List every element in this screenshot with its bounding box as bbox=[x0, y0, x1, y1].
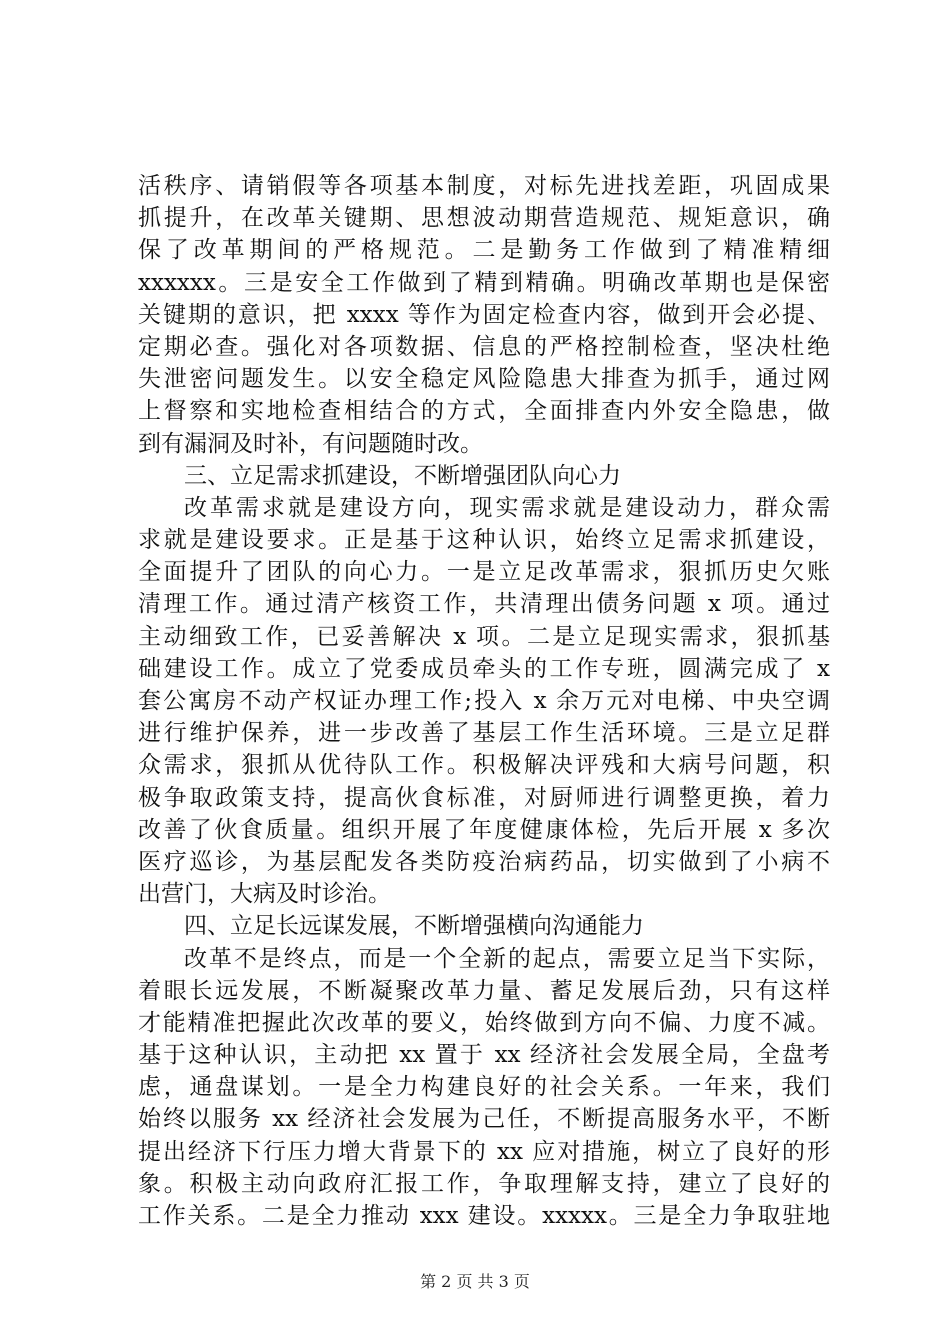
text-line: 关键期的意识，把 xxxx 等作为固定检查内容，做到开会必提、 bbox=[138, 301, 830, 328]
text-line: 着眼长远发展，不断凝聚改革力量、蓄足发展后劲，只有这样 bbox=[138, 977, 830, 1004]
text-line: 出营门，大病及时诊治。 bbox=[138, 881, 391, 908]
text-line: 虑，通盘谋划。一是全力构建良好的社会关系。一年来，我们 bbox=[138, 1074, 830, 1101]
text-line: 保了改革期间的严格规范。二是勤务工作做到了精准精细 bbox=[138, 237, 830, 264]
section-heading-3: 三、立足需求抓建设，不断增强团队向心力 bbox=[184, 462, 621, 489]
text-line: 提出经济下行压力增大背景下的 xx 应对措施，树立了良好的形 bbox=[138, 1138, 830, 1165]
text-line: 才能精准把握此次改革的要义，始终做到方向不偏、力度不减。 bbox=[138, 1009, 830, 1036]
text-line: 众需求，狠抓从优待队工作。积极解决评残和大病号问题，积 bbox=[138, 752, 830, 779]
page-number-footer: 第 2 页 共 3 页 bbox=[420, 1272, 530, 1291]
text-line: 极争取政策支持，提高伙食标准，对厨师进行调整更换，着力 bbox=[138, 784, 830, 811]
text-line: 进行维护保养，进一步改善了基层工作生活环境。三是立足群 bbox=[138, 720, 830, 747]
text-line: 求就是建设要求。正是基于这种认识，始终立足需求抓建设， bbox=[138, 527, 830, 554]
text-line: 活秩序、请销假等各项基本制度，对标先进找差距，巩固成果 bbox=[138, 173, 830, 199]
text-line: 改善了伙食质量。组织开展了年度健康体检，先后开展 x 多次 bbox=[138, 816, 830, 843]
text-line: 基于这种认识，主动把 xx 置于 xx 经济社会发展全局，全盘考 bbox=[138, 1042, 830, 1069]
paragraph-safety-work bbox=[138, 170, 830, 460]
text-line: 始终以服务 xx 经济社会发展为己任，不断提高服务水平，不断 bbox=[138, 1106, 830, 1133]
text-line: 定期必查。强化对各项数据、信息的严格控制检查，坚决杜绝 bbox=[138, 333, 830, 360]
text-line: 失泄密问题发生。以安全稳定风险隐患大排查为抓手，通过网 bbox=[138, 366, 830, 393]
text-line: xxxxxx。三是安全工作做到了精到精确。明确改革期也是保密 bbox=[138, 269, 830, 296]
text-line: 套公寓房不动产权证办理工作;投入 x 余万元对电梯、中央空调 bbox=[138, 688, 830, 714]
text-line: 改革需求就是建设方向，现实需求就是建设动力，群众需 bbox=[184, 494, 830, 521]
text-line: 象。积极主动向政府汇报工作，争取理解支持，建立了良好的 bbox=[138, 1170, 830, 1197]
section-heading-4: 四、立足长远谋发展，不断增强横向沟通能力 bbox=[184, 913, 644, 940]
text-line: 工作关系。二是全力推动 xxx 建设。xxxxx。三是全力争取驻地 bbox=[138, 1203, 830, 1229]
paragraph-needs-construction bbox=[138, 492, 830, 910]
text-line: 改革不是终点，而是一个全新的起点，需要立足当下实际， bbox=[184, 945, 830, 972]
text-line: 医疗巡诊，为基层配发各类防疫治病药品，切实做到了小病不 bbox=[138, 848, 830, 875]
text-line: 础建设工作。成立了党委成员牵头的工作专班，圆满完成了 x bbox=[138, 655, 830, 682]
text-line: 到有漏洞及时补，有问题随时改。 bbox=[138, 430, 483, 457]
text-line: 全面提升了团队的向心力。一是立足改革需求，狠抓历史欠账 bbox=[138, 559, 830, 586]
text-line: 上督察和实地检查相结合的方式，全面排查内外安全隐患，做 bbox=[138, 398, 830, 425]
document-body bbox=[138, 170, 830, 1232]
text-line: 清理工作。通过清产核资工作，共清理出债务问题 x 项。通过 bbox=[138, 591, 830, 618]
paragraph-long-term-development bbox=[138, 943, 830, 1233]
text-line: 抓提升，在改革关键期、思想波动期营造规范、规矩意识，确 bbox=[138, 205, 830, 232]
text-line: 主动细致工作，已妥善解决 x 项。二是立足现实需求，狠抓基 bbox=[138, 623, 830, 650]
